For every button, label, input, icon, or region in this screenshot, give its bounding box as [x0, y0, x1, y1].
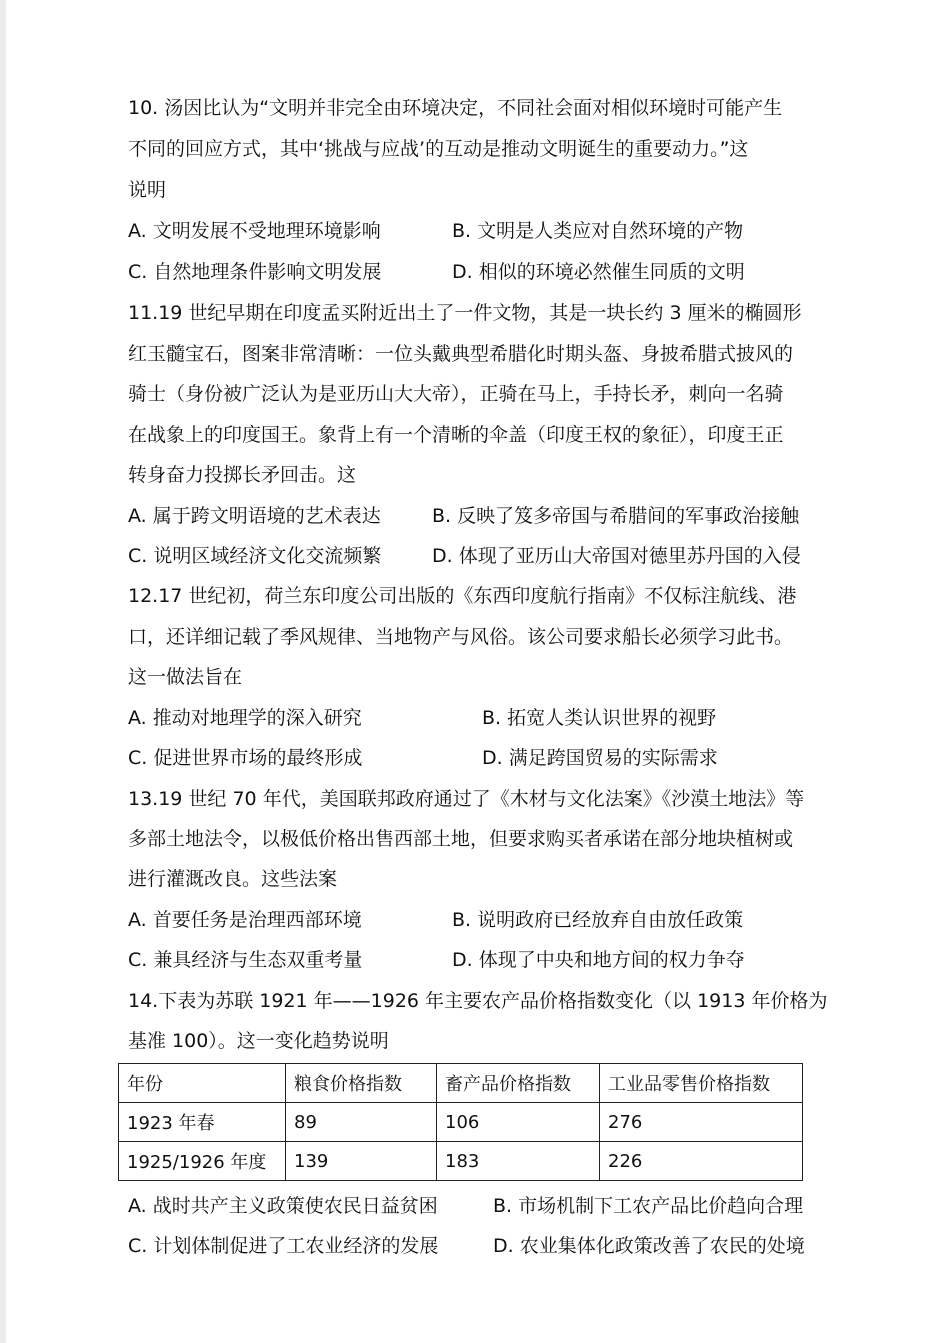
q11-line-3: 骑士（身份被广泛认为是亚历山大大帝），正骑在马上，手持长矛，刺向一名骑	[128, 383, 784, 405]
q12-option-a[interactable]: A. 推动对地理学的深入研究	[128, 707, 362, 729]
q13-option-c[interactable]: C. 兼具经济与生态双重考量	[128, 949, 363, 971]
table-header-cell: 工业品零售价格指数	[600, 1064, 803, 1103]
table-cell: 226	[600, 1142, 803, 1181]
q14-line-2: 基准 100）。这一变化趋势说明	[128, 1030, 389, 1052]
q13-line-3: 进行灌溉改良。这些法案	[128, 868, 338, 890]
q13-line-1: 13.19 世纪 70 年代，美国联邦政府通过了《木材与文化法案》《沙漠土地法》等	[128, 788, 805, 810]
q13-option-b[interactable]: B. 说明政府已经放弃自由放任政策	[452, 909, 744, 931]
q12-option-b[interactable]: B. 拓宽人类认识世界的视野	[482, 707, 717, 729]
q13-option-a[interactable]: A. 首要任务是治理西部环境	[128, 909, 362, 931]
q14-option-d[interactable]: D. 农业集体化政策改善了农民的处境	[493, 1235, 805, 1257]
q12-option-d[interactable]: D. 满足跨国贸易的实际需求	[482, 747, 718, 769]
q10-line-3: 说明	[128, 179, 167, 201]
q11-line-2: 红玉髓宝石，图案非常清晰：一位头戴典型希腊化时期头盔、身披希腊式披风的	[128, 343, 794, 365]
q12-line-2: 口，还详细记载了季风规律、当地物产与风俗。该公司要求船长必须学习此书。	[128, 626, 794, 648]
table-cell: 139	[286, 1142, 437, 1181]
q10-line-1: 10. 汤因比认为“文明并非完全由环境决定，不同社会面对相似环境时可能产生	[128, 97, 783, 119]
table-header-cell: 畜产品价格指数	[437, 1064, 600, 1103]
q11-option-c[interactable]: C. 说明区域经济文化交流频繁	[128, 545, 382, 567]
q12-line-1: 12.17 世纪初，荷兰东印度公司出版的《东西印度航行指南》不仅标注航线、港	[128, 585, 797, 607]
q11-option-b[interactable]: B. 反映了笈多帝国与希腊间的军事政治接触	[432, 505, 800, 527]
q13-option-d[interactable]: D. 体现了中央和地方间的权力争夺	[452, 949, 745, 971]
price-index-table	[118, 1063, 803, 1181]
table-cell: 89	[286, 1103, 437, 1142]
table-cell: 183	[437, 1142, 600, 1181]
q12-option-c[interactable]: C. 促进世界市场的最终形成	[128, 747, 363, 769]
table-header-cell: 年份	[119, 1064, 286, 1103]
table-row	[119, 1142, 803, 1181]
q11-option-d[interactable]: D. 体现了亚历山大帝国对德里苏丹国的入侵	[432, 545, 801, 567]
q11-line-5: 转身奋力投掷长矛回击。这	[128, 464, 357, 486]
q14-option-a[interactable]: A. 战时共产主义政策使农民日益贫困	[128, 1195, 438, 1217]
q11-option-a[interactable]: A. 属于跨文明语境的艺术表达	[128, 505, 381, 527]
q10-option-b[interactable]: B. 文明是人类应对自然环境的产物	[452, 220, 744, 242]
q11-line-4: 在战象上的印度国王。象背上有一个清晰的伞盖（印度王权的象征），印度王正	[128, 424, 784, 446]
q10-option-c[interactable]: C. 自然地理条件影响文明发展	[128, 261, 382, 283]
table-cell: 1925/1926 年度	[119, 1142, 286, 1181]
q14-line-1: 14.下表为苏联 1921 年——1926 年主要农产品价格指数变化（以 1913 年价格为	[128, 990, 828, 1012]
q10-option-a[interactable]: A. 文明发展不受地理环境影响	[128, 220, 381, 242]
table-cell: 276	[600, 1103, 803, 1142]
table-header-row	[119, 1064, 803, 1103]
q14-option-b[interactable]: B. 市场机制下工农产品比价趋向合理	[493, 1195, 804, 1217]
table-header-cell: 粮食价格指数	[286, 1064, 437, 1103]
q11-line-1: 11.19 世纪早期在印度孟买附近出土了一件文物，其是一块长约 3 厘米的椭圆形	[128, 302, 802, 324]
q10-line-2: 不同的回应方式，其中‘挑战与应战’的互动是推动文明诞生的重要动力。”这	[128, 138, 749, 160]
q13-line-2: 多部土地法令，以极低价格出售西部土地，但要求购买者承诺在部分地块植树或	[128, 828, 794, 850]
q10-option-d[interactable]: D. 相似的环境必然催生同质的文明	[452, 261, 745, 283]
table-cell: 1923 年春	[119, 1103, 286, 1142]
q14-option-c[interactable]: C. 计划体制促进了工农业经济的发展	[128, 1235, 439, 1257]
table-cell: 106	[437, 1103, 600, 1142]
table-row	[119, 1103, 803, 1142]
scan-edge	[0, 0, 6, 1343]
q12-line-3: 这一做法旨在	[128, 666, 243, 688]
